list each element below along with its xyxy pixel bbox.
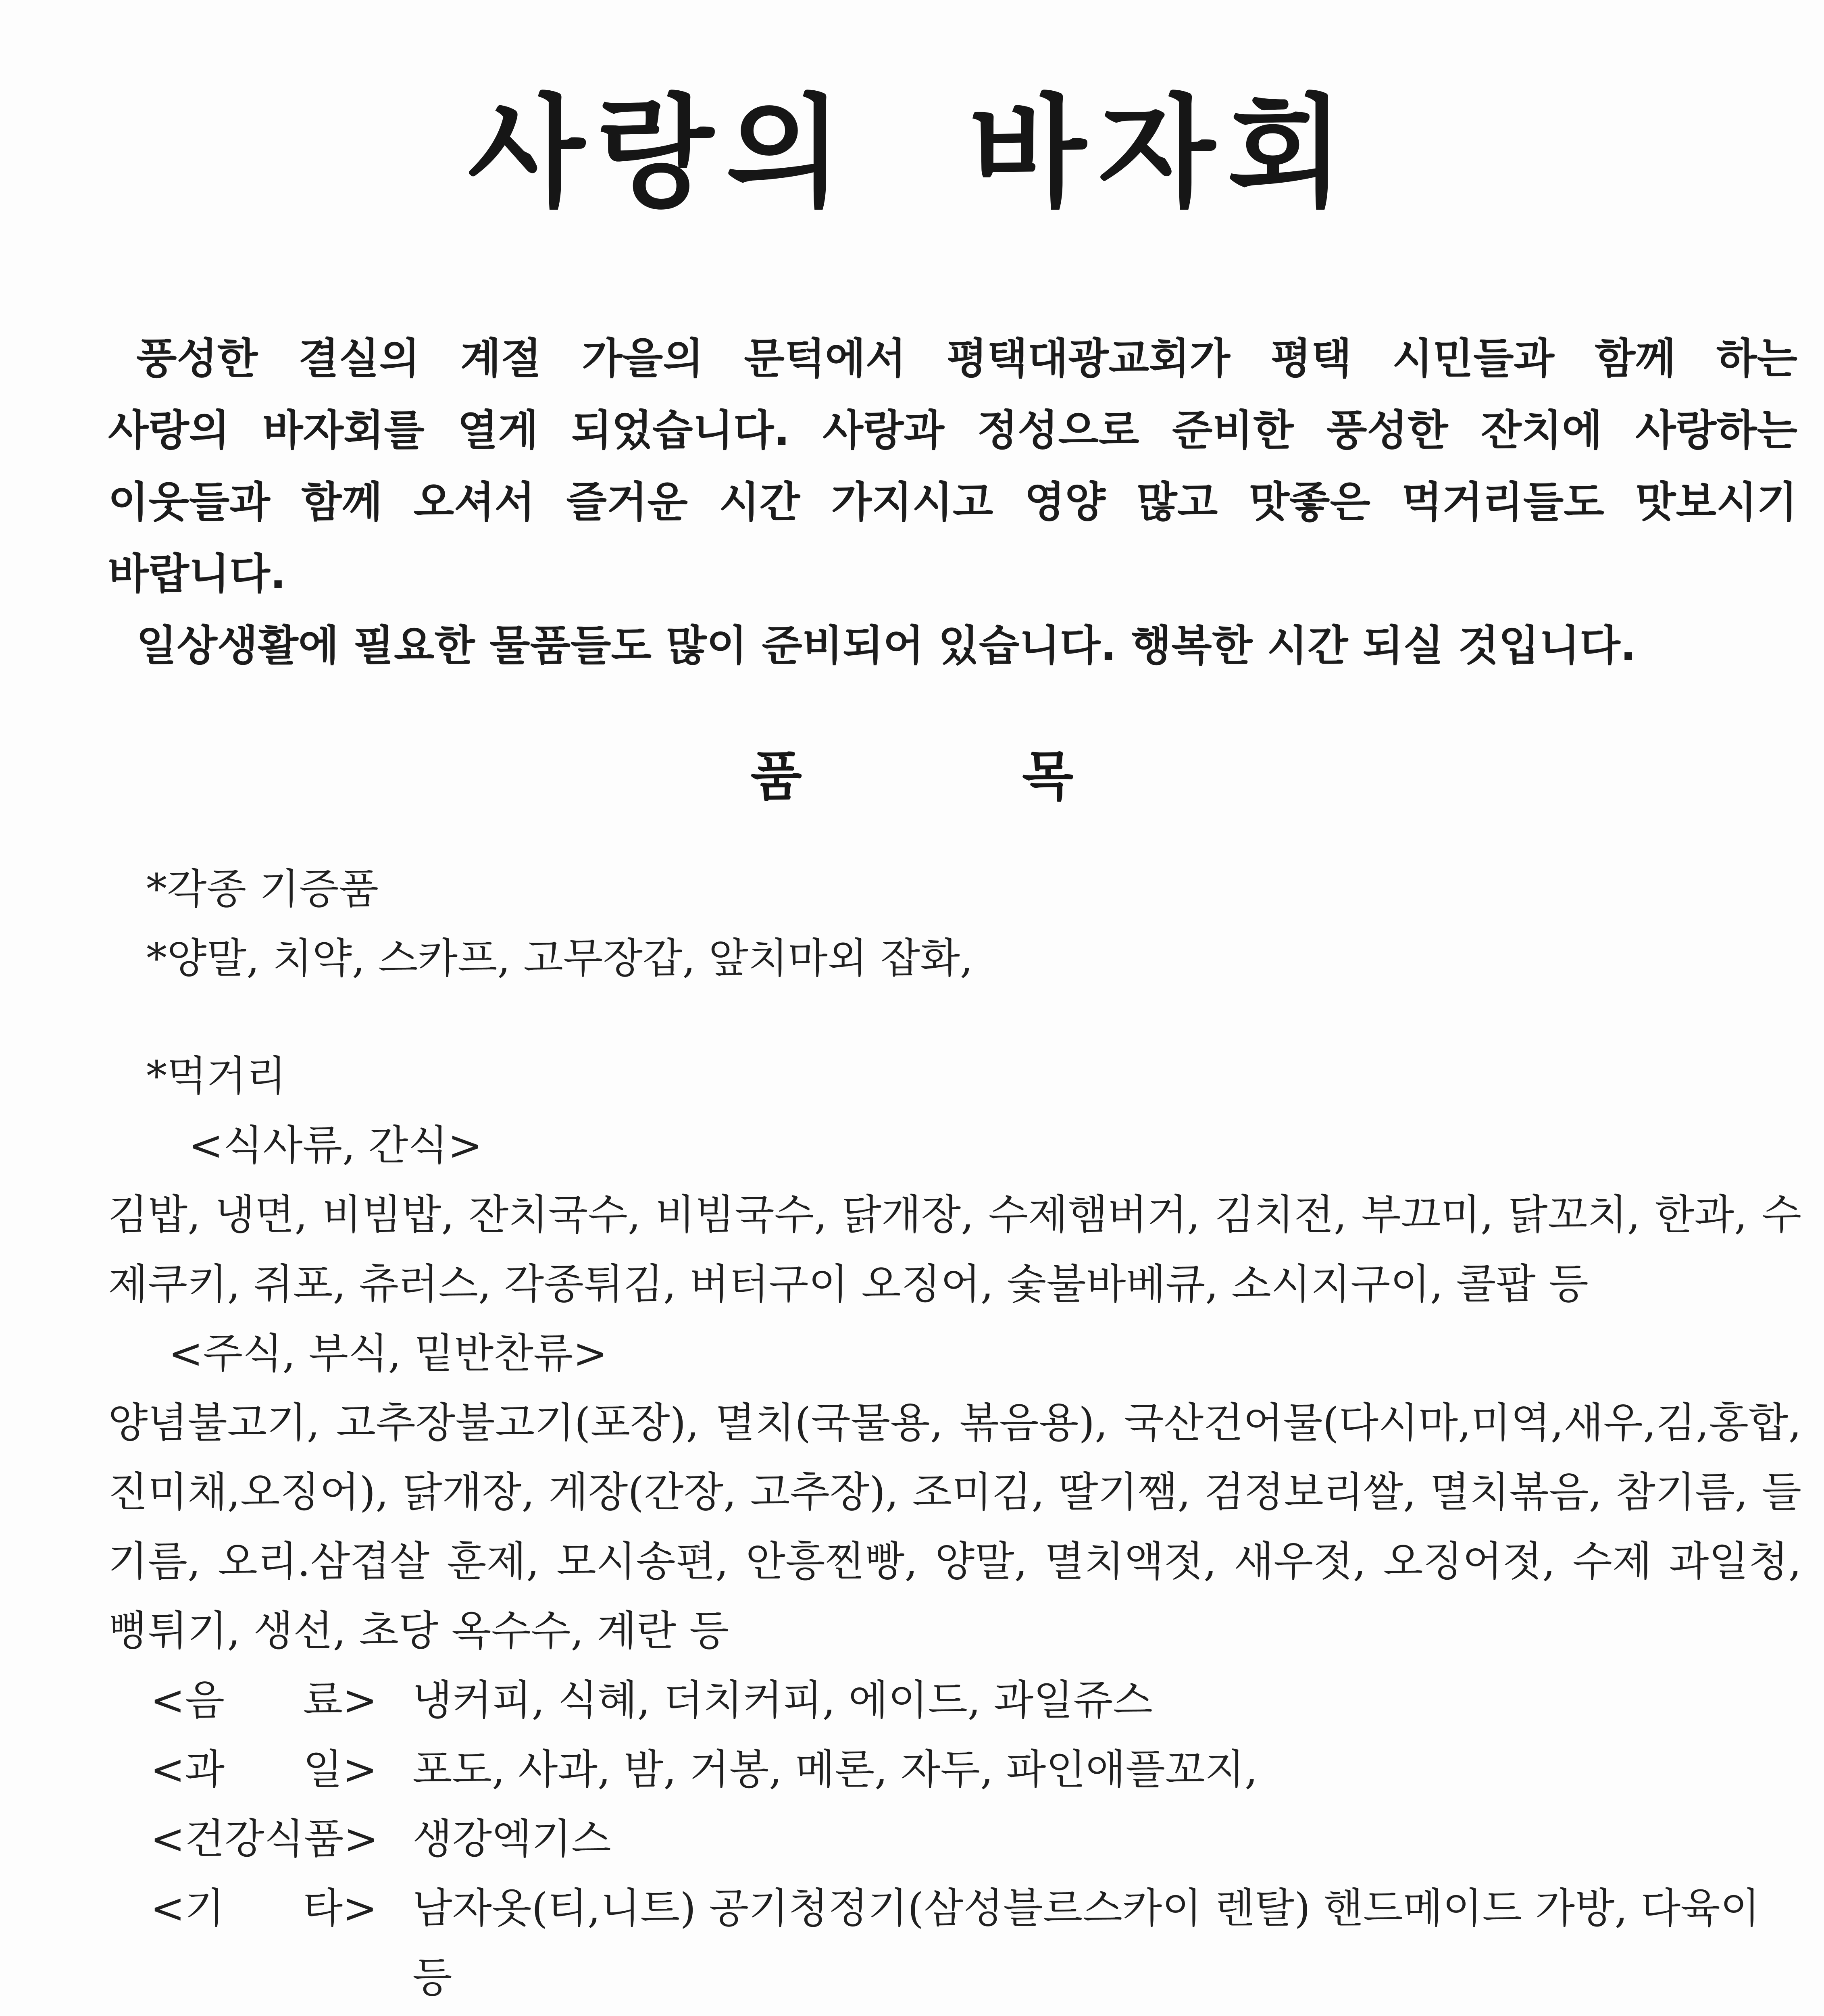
sides-header: <주식, 부식, 밑반찬류> — [169, 1330, 608, 1378]
intro-line: 이웃들과 함께 오셔서 즐거운 시간 가지시고 영양 많고 맛좋은 먹거리들도 맛보시기 — [108, 477, 1797, 527]
category-value: 포도, 사과, 밤, 거봉, 메론, 자두, 파인애플꼬지, — [412, 1746, 1258, 1794]
intro-line: 풍성한 결실의 계절 가을의 문턱에서 평택대광교회가 평택 시민들과 함께 하는 — [136, 334, 1797, 383]
snacks-list: 김밥, 냉면, 비빔밥, 잔치국수, 비빔국수, 닭개장, 수제햄버거, 김치전, 부끄미, 닭꼬치, 한과, 수제쿠키, 쥐포, 츄러스, 각종튀김, 버터구이 오징어, 숯불바베큐, 소시지구이, 콜팝 등 — [108, 1191, 1801, 1308]
intro-line: 일상생활에 필요한 물품들도 많이 준비되어 있습니다. 행복한 시간 되실 것입니다. — [136, 621, 1637, 670]
category-label: <음 료> — [150, 1677, 377, 1724]
food-header: *먹거리 — [146, 1052, 286, 1100]
category-label: <기 타> — [150, 1885, 377, 1933]
items-heading: 품 목 — [750, 746, 1074, 808]
category-value: 생강엑기스 — [412, 1815, 611, 1863]
category-fruits — [108, 1735, 1801, 1805]
list-item-goods: *양말, 치약, 스카프, 고무장갑, 앞치마외 잡화, — [146, 935, 973, 983]
intro-paragraph — [108, 323, 1797, 681]
spacer — [108, 993, 1801, 1042]
page-title: 사랑의 바자회 — [468, 83, 1356, 223]
snacks-header: <식사류, 간식> — [189, 1122, 483, 1170]
category-health — [108, 1805, 1801, 1874]
sides-list: 양념불고기, 고추장불고기(포장), 멸치(국물용, 볶음용), 국산건어물(다시마,미역,새우,김,홍합,진미채,오징어), 닭개장, 게장(간장, 고추장), 조미김, 딸기쨈, 검정보리쌀, 멸치볶음, 참기름, 들기름, 오리.삼겹살 훈제, 모시송편, 안흥찐빵, 양말, 멸치액젓, 새우젓, 오징어젓, 수제 과일청, 뻥튀기, 생선, 초당 옥수수, 계란 등 — [108, 1399, 1801, 1655]
category-value: 남자옷(티,니트) 공기청정기(삼성블르스카이 렌탈) 핸드메이드 가방, 다육이 등 — [412, 1885, 1760, 2002]
list-item-donations: *각종 기증품 — [146, 865, 379, 913]
category-label: <건강식품> — [150, 1815, 379, 1863]
category-value: 냉커피, 식혜, 더치커피, 에이드, 과일쥬스 — [412, 1677, 1153, 1724]
intro-line: 사랑의 바자회를 열게 되었습니다. 사랑과 정성으로 준비한 풍성한 잔치에 사랑하는 — [108, 406, 1797, 455]
items-list — [108, 855, 1801, 2013]
intro-line: 바랍니다. — [108, 549, 286, 598]
category-label: <과 일> — [150, 1746, 377, 1794]
category-etc — [108, 1874, 1801, 2013]
category-drinks — [108, 1666, 1801, 1735]
